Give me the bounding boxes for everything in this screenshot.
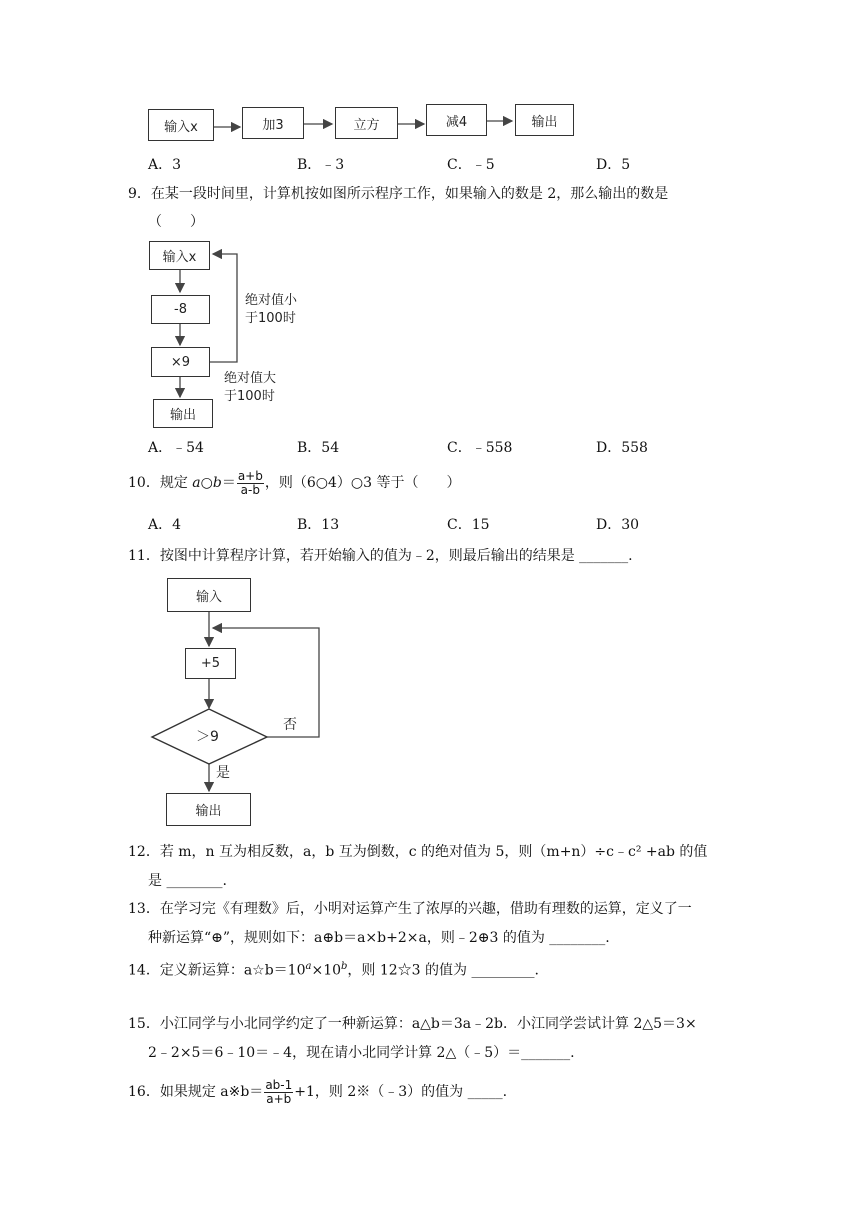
flow9-exit-label-2: 于100时 [224,389,275,404]
q8-option-a: A．3 [148,157,182,173]
q11-text: 11．按图中计算程序计算，若开始输入的值为﹣2，则最后输出的结果是 _______. [128,548,633,564]
q9-option-b: B．54 [297,440,340,456]
q13-text-line2: 种新运算“⊕”，规则如下：a⊕b＝a×b+2×a，则﹣2⊕3 的值为 ________. [148,930,610,946]
flow8-sub-box: 减4 [426,104,487,136]
q13-text-line1: 13．在学习完《有理数》后，小明对运算产生了浓厚的兴趣，借助有理数的运算，定义了一 [128,901,692,917]
q10-option-d: D．30 [596,517,640,533]
flow9-output-box: 输出 [153,399,213,428]
flow8-add-box: 加3 [242,107,304,139]
q8-option-d: D．5 [596,157,631,173]
q10-option-c: C．15 [447,517,490,533]
q12-text-line1: 12．若 m，n 互为相反数，a，b 互为倒数，c 的绝对值为 5，则（m+n）÷c﹣c² +ab 的值 [128,844,708,860]
flow11-output-box: 输出 [166,793,251,826]
flow11-condition-label: ＞9 [196,729,219,745]
q15-text-line2: 2﹣2×5＝6﹣10＝﹣4，现在请小北同学计算 2△（﹣5）＝_______. [148,1045,575,1061]
q8-option-c: C．﹣5 [447,157,495,173]
flow8-cube-box: 立方 [335,107,398,139]
q15-text-line1: 15．小江同学与小北同学约定了一种新运算：a△b＝3a﹣2b．小江同学尝试计算 2△5＝3× [128,1016,697,1032]
flow9-times9-box: ×9 [151,347,210,377]
flow9-loop-label-2: 于100时 [245,311,296,326]
q14-text: 14．定义新运算：$a☆b=10^a\times 10^b$，则 12☆3 的值为 _________. [128,961,539,979]
q10-fraction: $\frac{a+b}{a-b}$ [237,468,263,497]
flow9-exit-label-1: 绝对值大 [224,371,277,386]
flow11-no-label: 否 [283,717,297,733]
flow9-loop-label-1: 绝对值小 [245,293,298,308]
q16-fraction: $\frac{ab-1}{a+b}$ [265,1077,293,1106]
flow8-output-box: 输出 [515,104,574,136]
q9-option-a: A．﹣54 [148,440,204,456]
q9-option-c: C．﹣558 [447,440,513,456]
flow11-input-box: 输入 [167,578,251,612]
q9-text-line1: 9．在某一段时间里，计算机按如图所示程序工作，如果输入的数是 2，那么输出的数是 [128,186,669,202]
q8-option-b: B．﹣3 [297,157,345,173]
q10-option-b: B．13 [297,517,340,533]
flow8-input-box: 输入x [148,109,214,141]
flow9-minus8-box: -8 [151,295,210,324]
q12-text-line2: 是 ________. [148,873,227,889]
q9-text-line2: （ ） [148,214,204,230]
q9-option-d: D．558 [596,440,648,456]
flow11-yes-label: 是 [216,765,230,781]
q10-option-a: A．4 [148,517,182,533]
flow9-input-box: 输入x [149,241,210,270]
q16-text: 16．如果规定 a※b＝ $\frac{ab-1}{a+b}$ +1，则 2※（﹣3）的值为 _____. [128,1077,508,1106]
q10-text: 10．规定 a○b＝ $\frac{a+b}{a-b}$ ，则（6○4）○3 等于（ ） [128,468,461,497]
flow11-plus5-box: +5 [185,648,236,679]
